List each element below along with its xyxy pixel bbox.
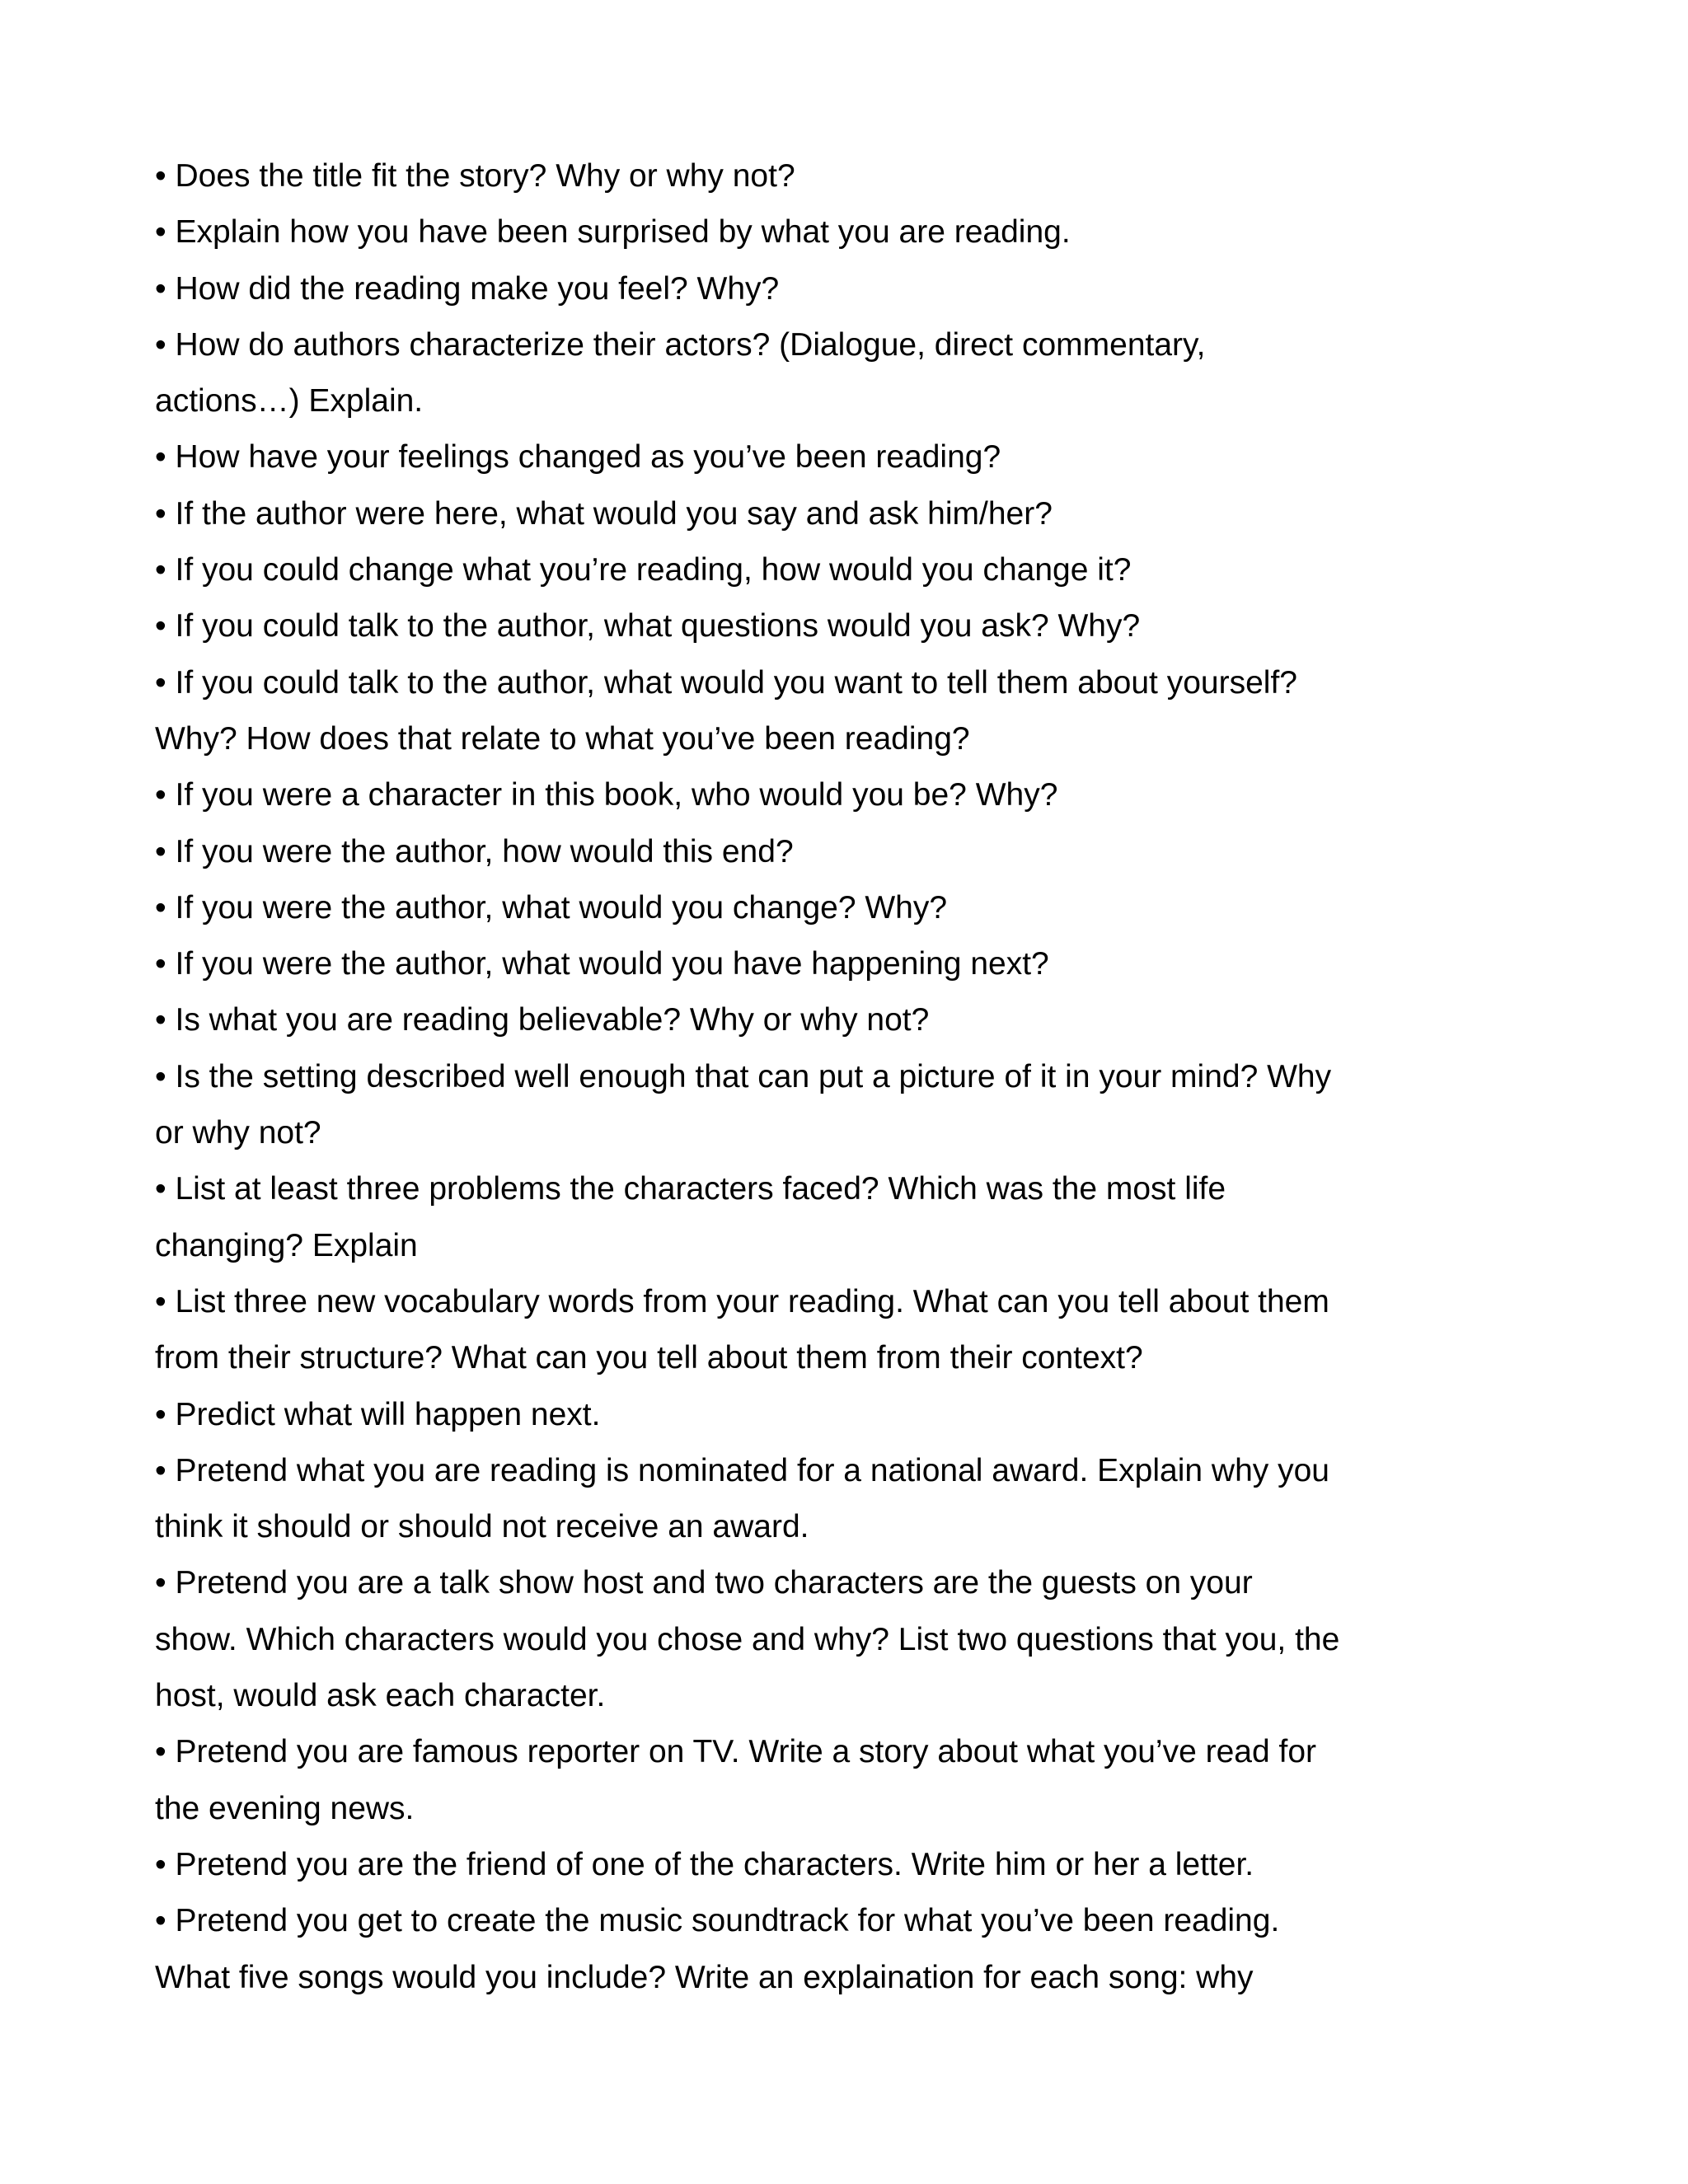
list-item: • Pretend what you are reading is nominated for a national award. Explain why you think it should or should not receive an award. bbox=[155, 1452, 1329, 1545]
list-item: • Predict what will happen next. bbox=[155, 1396, 601, 1432]
question-list bbox=[155, 148, 1342, 2006]
list-item: • If you could change what you’re reading, how would you change it? bbox=[155, 552, 1132, 588]
list-item: • List three new vocabulary words from your reading. What can you tell about them from their structure? What can you tell about them from their context? bbox=[155, 1283, 1329, 1376]
list-item: • If you were a character in this book, who would you be? Why? bbox=[155, 777, 1058, 813]
list-item: • Explain how you have been surprised by what you are reading. bbox=[155, 214, 1071, 251]
list-item: • How do authors characterize their actors? (Dialogue, direct commentary, actions…) Explain. bbox=[155, 326, 1206, 419]
list-item: • If you were the author, what would you have happening next? bbox=[155, 946, 1049, 982]
list-item: • Pretend you are a talk show host and two characters are the guests on your show. Which characters would you chose and why? List two questions that you, the host, would ask each character. bbox=[155, 1565, 1340, 1714]
list-item: • How did the reading make you feel? Why? bbox=[155, 270, 780, 307]
list-item: • If you could talk to the author, what questions would you ask? Why? bbox=[155, 608, 1141, 644]
list-item: • Pretend you get to create the music soundtrack for what you’ve been reading. What five songs would you include? Write an explaination for each song: why bbox=[155, 1903, 1280, 1995]
list-item: • If you could talk to the author, what would you want to tell them about yourself? Why? How does that relate to what you’ve been reading? bbox=[155, 664, 1297, 757]
list-item: • How have your feelings changed as you’ve been reading? bbox=[155, 439, 1001, 476]
list-item: • Is what you are reading believable? Why or why not? bbox=[155, 1002, 930, 1038]
list-item: • List at least three problems the characters faced? Which was the most life changing? Explain bbox=[155, 1171, 1226, 1263]
list-item: • Does the title fit the story? Why or why not? bbox=[155, 158, 795, 194]
list-item: • If you were the author, what would you change? Why? bbox=[155, 889, 948, 926]
list-item: • Is the setting described well enough that can put a picture of it in your mind? Why or why not? bbox=[155, 1058, 1332, 1151]
list-item: • If you were the author, how would this end? bbox=[155, 833, 794, 869]
list-item: • If the author were here, what would you say and ask him/her? bbox=[155, 495, 1053, 532]
list-item: • Pretend you are the friend of one of the characters. Write him or her a letter. bbox=[155, 1846, 1254, 1882]
list-item: • Pretend you are famous reporter on TV. Write a story about what you’ve read for the evening news. bbox=[155, 1734, 1317, 1826]
